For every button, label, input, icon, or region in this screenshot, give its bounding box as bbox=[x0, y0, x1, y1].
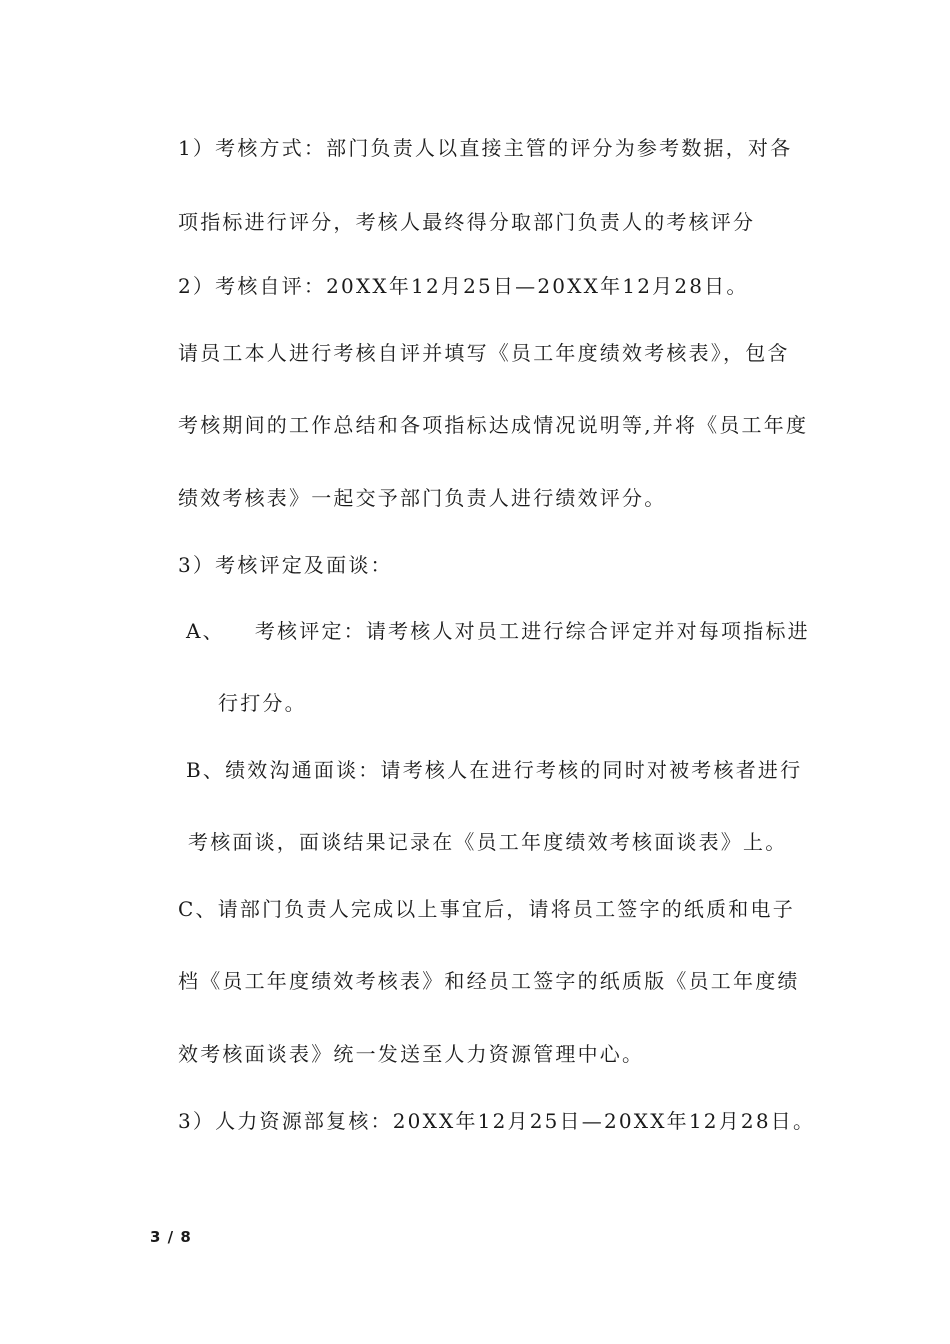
paragraph-line-7: 3）考核评定及面谈： bbox=[178, 553, 393, 577]
page-number: 3 / 8 bbox=[150, 1228, 192, 1246]
paragraph-line-6: 绩效考核表》一起交予部门负责人进行绩效评分。 bbox=[178, 486, 667, 510]
list-item-a-continuation: 行打分。 bbox=[218, 691, 307, 715]
paragraph-line-2: 项指标进行评分，考核人最终得分取部门负责人的考核评分 bbox=[178, 210, 756, 234]
paragraph-line-1: 1）考核方式：部门负责人以直接主管的评分为参考数据，对各 bbox=[178, 136, 793, 160]
paragraph-line-5: 考核期间的工作总结和各项指标达成情况说明等,并将《员工年度 bbox=[178, 413, 809, 437]
paragraph-line-review: 3）人力资源部复核：20XX年12月25日—20XX年12月28日。 bbox=[178, 1109, 816, 1133]
paragraph-line-4: 请员工本人进行考核自评并填写《员工年度绩效考核表》，包含 bbox=[178, 341, 790, 365]
list-item-c-line-2: 档《员工年度绩效考核表》和经员工签字的纸质版《员工年度绩 bbox=[178, 969, 800, 993]
list-item-a bbox=[186, 617, 810, 645]
list-marker-a: A、 bbox=[186, 619, 225, 643]
list-item-b: B、绩效沟通面谈：请考核人在进行考核的同时对被考核者进行 bbox=[186, 758, 803, 782]
list-item-b-continuation: 考核面谈，面谈结果记录在《员工年度绩效考核面谈表》上。 bbox=[188, 830, 788, 854]
list-item-a-text: 考核评定：请考核人对员工进行综合评定并对每项指标进 bbox=[254, 619, 810, 643]
paragraph-line-3: 2）考核自评：20XX年12月25日—20XX年12月28日。 bbox=[178, 274, 749, 298]
list-item-c-line-3: 效考核面谈表》统一发送至人力资源管理中心。 bbox=[178, 1042, 645, 1066]
list-item-c: C、请部门负责人完成以上事宜后，请将员工签字的纸质和电子 bbox=[178, 897, 795, 921]
